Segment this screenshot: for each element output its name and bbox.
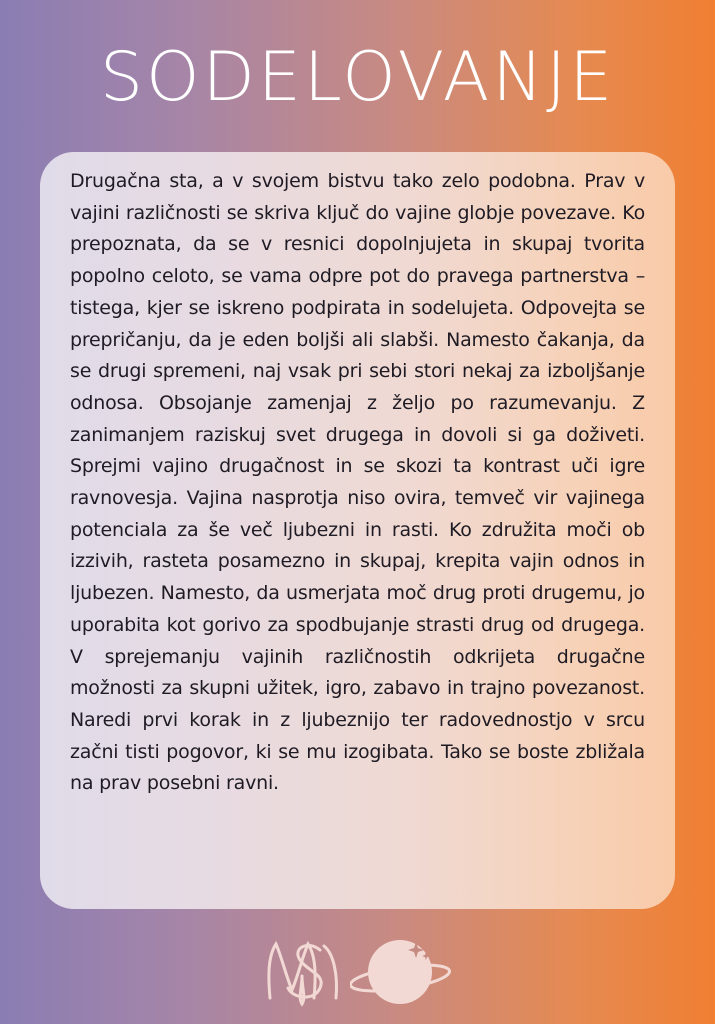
body-text: Drugačna sta, a v svojem bistvu tako zelo podobna. Prav v vajini različnosti se skriva ključ do vajine globje povezave. Ko prepoznata, da se v resnici dopolnjujeta in skupaj tvorita popolno celoto, se vama odpre pot do pravega partnerstva – tistega, kjer se iskreno podpirata in sodelujeta. Odpovejta se prepričanju, da je eden boljši ali slabši. Namesto čakanja, da se drugi spremeni, naj vsak pri sebi stori nekaj za izboljšanje odnosa. Obsojanje zamenjaj z željo po razumevanju. Z zanimanjem raziskuj svet drugega in dovoli si ga doživeti. Sprejmi vajino drugačnost in se skozi ta kontrast uči igre ravnovesja. Vajina nasprotja niso ovira, temveč vir vajinega potenciala za še več ljubezni in rasti. Ko združita moči ob izzivih, rasteta posamezno in skupaj, krepita vajin odnos in ljubezen. Namesto, da usmerjata moč drug proti drugemu, jo uporabita kot gorivo za spodbujanje strasti drug od drugega. V sprejemanju vajinih različnostih odkrijeta drugačne možnosti za skupni užitek, igro, zabavo in trajno povezanost. Naredi prvi korak in z ljubeznijo ter radovednostjo v srcu začni tisti pogovor, ki se mu izogibata. Tako se boste zbližala na prav posebni ravni.: [70, 170, 645, 795]
planet-logo-icon: [350, 934, 456, 1010]
sm-monogram-logo-icon: [262, 936, 344, 1008]
page-title: SODELOVANJE: [99, 38, 616, 117]
text-panel: [40, 152, 675, 909]
logo-row: [0, 928, 715, 1012]
